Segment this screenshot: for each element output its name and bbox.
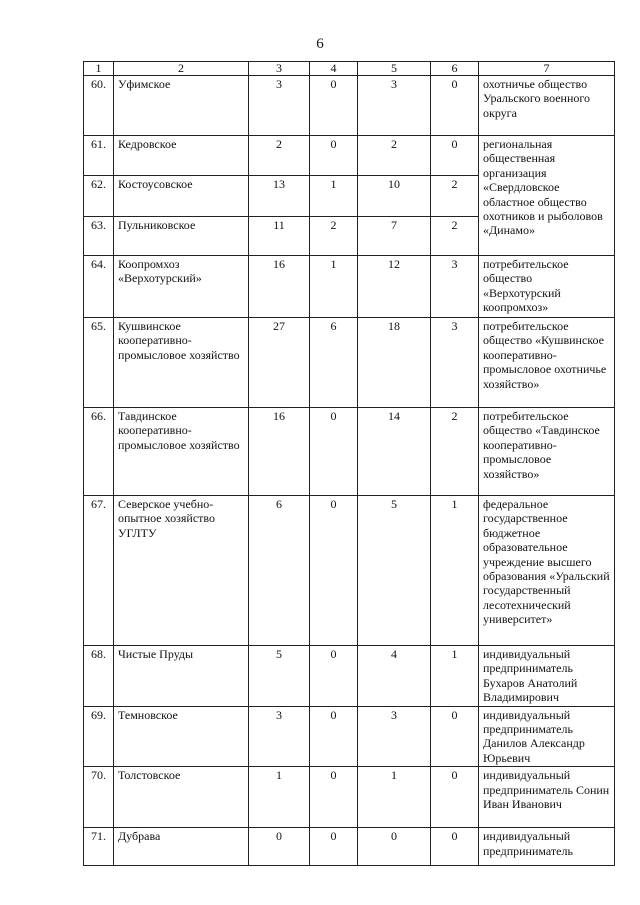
hunting-ground-name: Коопромхоз «Верхотурский»	[114, 256, 249, 318]
cell-col4: 0	[310, 496, 358, 646]
column-header: 4	[310, 62, 358, 76]
cell-col4: 0	[310, 706, 358, 767]
hunting-ground-name: Северское учебно-опытное хозяйство УГЛТУ	[114, 496, 249, 646]
cell-col5: 4	[358, 646, 431, 707]
row-number: 67.	[84, 496, 114, 646]
column-header: 3	[249, 62, 310, 76]
cell-col3: 2	[249, 136, 310, 176]
owner-organization: потребительское общество «Кушвинское кооперативно-промысловое охотничье хозяйство»	[479, 318, 615, 408]
cell-col3: 1	[249, 767, 310, 828]
owner-organization: федеральное государственное бюджетное образовательное учреждение высшего образования «Уральский государственный лесотехнический университет»	[479, 496, 615, 646]
cell-col4: 6	[310, 318, 358, 408]
row-number: 68.	[84, 646, 114, 707]
hunting-grounds-table	[83, 61, 615, 866]
cell-col5: 3	[358, 706, 431, 767]
cell-col4: 0	[310, 76, 358, 136]
cell-col4: 0	[310, 136, 358, 176]
row-number: 60.	[84, 76, 114, 136]
hunting-ground-name: Кушвинское кооперативно-промысловое хозяйство	[114, 318, 249, 408]
owner-organization: индивидуальный предприниматель Бухаров Анатолий Владимирович	[479, 646, 615, 707]
row-number: 62.	[84, 176, 114, 217]
owner-organization-merged: региональная общественная организация «Свердловское областное общество охотников и рыболовов «Динамо»	[479, 136, 615, 256]
cell-col4: 0	[310, 828, 358, 866]
cell-col3: 27	[249, 318, 310, 408]
column-header: 7	[479, 62, 615, 76]
owner-organization: потребительское общество «Верхотурский коопромхоз»	[479, 256, 615, 318]
table-header-row	[84, 62, 615, 76]
cell-col4: 0	[310, 408, 358, 496]
table-row	[84, 408, 615, 496]
cell-col6: 0	[431, 136, 479, 176]
hunting-ground-name: Темновское	[114, 706, 249, 767]
cell-col5: 0	[358, 828, 431, 866]
cell-col5: 7	[358, 217, 431, 256]
cell-col5: 18	[358, 318, 431, 408]
hunting-ground-name: Уфимское	[114, 76, 249, 136]
cell-col5: 2	[358, 136, 431, 176]
row-number: 64.	[84, 256, 114, 318]
cell-col6: 0	[431, 828, 479, 866]
row-number: 71.	[84, 828, 114, 866]
table-row	[84, 706, 615, 767]
hunting-ground-name: Толстовское	[114, 767, 249, 828]
cell-col6: 2	[431, 176, 479, 217]
hunting-ground-name: Костоусовское	[114, 176, 249, 217]
hunting-ground-name: Дубрава	[114, 828, 249, 866]
row-number: 65.	[84, 318, 114, 408]
table-row	[84, 318, 615, 408]
hunting-ground-name: Пульниковское	[114, 217, 249, 256]
hunting-ground-name: Чистые Пруды	[114, 646, 249, 707]
cell-col3: 13	[249, 176, 310, 217]
hunting-ground-name: Кедровское	[114, 136, 249, 176]
row-number: 61.	[84, 136, 114, 176]
cell-col5: 14	[358, 408, 431, 496]
table-row	[84, 256, 615, 318]
cell-col5: 12	[358, 256, 431, 318]
owner-organization: индивидуальный предприниматель Сонин Иван Иванович	[479, 767, 615, 828]
table-row	[84, 767, 615, 828]
page-number: 6	[316, 36, 324, 52]
cell-col3: 0	[249, 828, 310, 866]
table-row	[84, 646, 615, 707]
cell-col3: 5	[249, 646, 310, 707]
cell-col3: 6	[249, 496, 310, 646]
cell-col6: 1	[431, 496, 479, 646]
table-row	[84, 76, 615, 136]
column-header: 2	[114, 62, 249, 76]
column-header: 5	[358, 62, 431, 76]
owner-organization: индивидуальный предприниматель	[479, 828, 615, 866]
cell-col5: 5	[358, 496, 431, 646]
cell-col5: 10	[358, 176, 431, 217]
cell-col6: 0	[431, 76, 479, 136]
row-number: 63.	[84, 217, 114, 256]
owner-organization: охотничье общество Уральского военного округа	[479, 76, 615, 136]
cell-col4: 1	[310, 176, 358, 217]
table-row	[84, 828, 615, 866]
cell-col6: 1	[431, 646, 479, 707]
cell-col4: 2	[310, 217, 358, 256]
cell-col5: 1	[358, 767, 431, 828]
cell-col3: 11	[249, 217, 310, 256]
cell-col6: 0	[431, 767, 479, 828]
cell-col4: 1	[310, 256, 358, 318]
cell-col4: 0	[310, 646, 358, 707]
owner-organization: индивидуальный предприниматель Данилов Александр Юрьевич	[479, 706, 615, 767]
cell-col3: 16	[249, 256, 310, 318]
cell-col6: 3	[431, 318, 479, 408]
cell-col3: 3	[249, 706, 310, 767]
cell-col4: 0	[310, 767, 358, 828]
hunting-ground-name: Тавдинское кооперативно-промысловое хозяйство	[114, 408, 249, 496]
row-number: 69.	[84, 706, 114, 767]
cell-col6: 3	[431, 256, 479, 318]
cell-col3: 3	[249, 76, 310, 136]
cell-col5: 3	[358, 76, 431, 136]
cell-col6: 2	[431, 217, 479, 256]
cell-col6: 2	[431, 408, 479, 496]
table-row	[84, 136, 615, 176]
owner-organization: потребительское общество «Тавдинское кооперативно-промысловое хозяйство»	[479, 408, 615, 496]
cell-col3: 16	[249, 408, 310, 496]
cell-col6: 0	[431, 706, 479, 767]
row-number: 66.	[84, 408, 114, 496]
column-header: 1	[84, 62, 114, 76]
column-header: 6	[431, 62, 479, 76]
row-number: 70.	[84, 767, 114, 828]
table-row	[84, 496, 615, 646]
